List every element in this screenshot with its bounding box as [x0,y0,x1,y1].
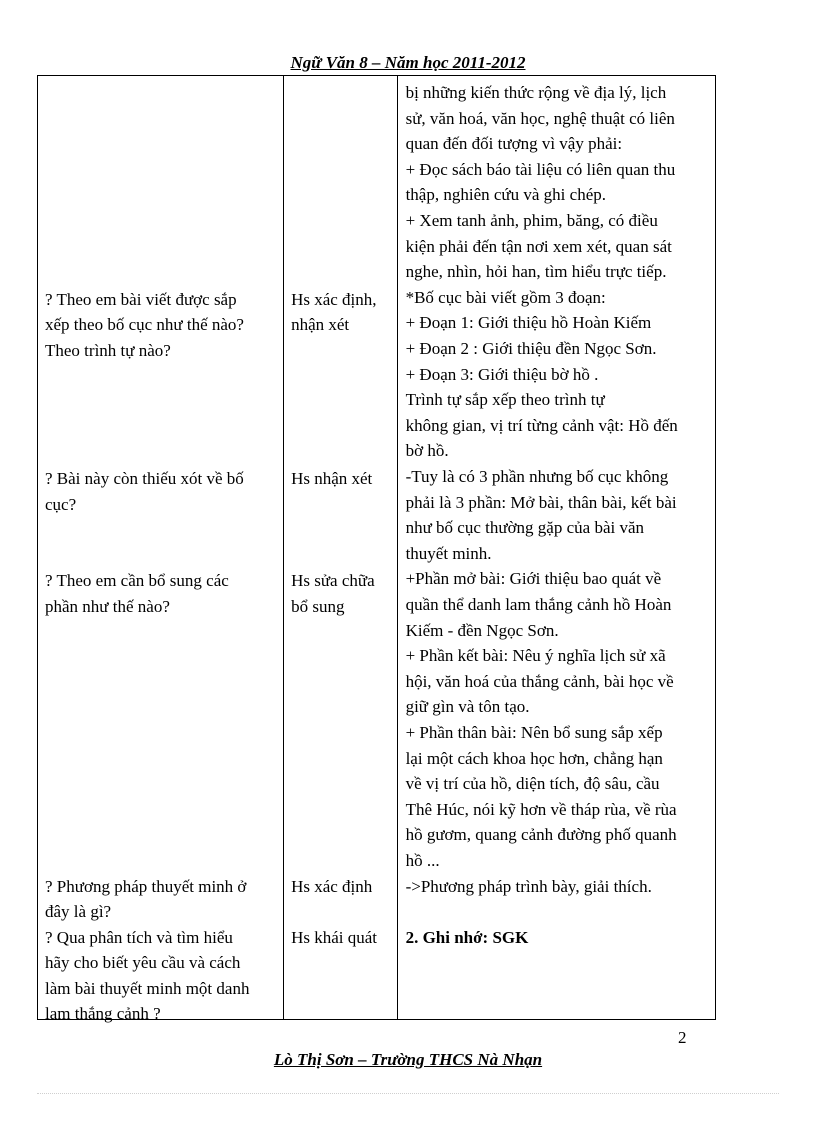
content-line: thập, nghiên cứu và ghi chép. [405,185,606,204]
content-line: nghe, nhìn, hỏi han, tìm hiểu trực tiếp. [405,262,667,281]
activity-1-line-2: nhận xét [291,315,350,334]
content-line: hội, văn hoá của thắng cảnh, bài học về [405,672,674,691]
content-line: + Đoạn 1: Giới thiệu hồ Hoàn Kiếm [405,313,652,332]
question-5-line-4: lam thắng cảnh ? [45,1004,161,1023]
bottom-divider [37,1093,779,1094]
content-line: không gian, vị trí từng cảnh vật: Hồ đến [405,416,678,435]
content-line: Trình tự sắp xếp theo trình tự [405,390,605,409]
question-1-line-1: ? Theo em bài viết được sắp [45,290,237,309]
page-number: 2 [678,1028,687,1047]
content-line: lại một cách khoa học hơn, chẳng hạn [405,749,663,768]
student-activities-column [284,76,398,1020]
content-line: + Phần kết bài: Nêu ý nghĩa lịch sử xã [405,646,666,665]
question-4-line-2: đây là gì? [45,902,112,921]
content-line: phải là 3 phần: Mở bài, thân bài, kết bài [405,493,677,512]
content-line: + Đoạn 2 : Giới thiệu đền Ngọc Sơn. [405,339,657,358]
activity-4-line-1: Hs xác định [291,877,373,896]
content-line: quần thể danh lam thắng cảnh hồ Hoàn [405,595,672,614]
question-1-line-3: Theo trình tự nào? [45,341,171,360]
content-line: -Tuy là có 3 phần nhưng bố cục không [405,467,669,486]
teacher-questions-column [38,76,284,1023]
content-line: Kiếm - đền Ngọc Sơn. [405,621,559,640]
content-line: kiện phải đến tận nơi xem xét, quan sát [405,237,672,256]
content-line: sử, văn hoá, văn học, nghệ thuật có liên [405,109,675,128]
table-row [38,76,716,1020]
question-1-line-2: xếp theo bố cục như thế nào? [45,315,244,334]
activity-2-line-1: Hs nhận xét [291,469,373,488]
content-line: Thê Húc, nói kỹ hơn về tháp rùa, về rùa [405,800,677,819]
question-3-line-1: ? Theo em cần bổ sung các [45,571,229,590]
content-line: thuyết minh. [405,544,492,563]
activity-3-line-2: bổ sung [291,597,345,616]
lesson-table [37,75,716,1023]
page-header: Ngữ Văn 8 – Năm học 2011-2012 [290,53,526,72]
activity-3-line-1: Hs sửa chữa [291,571,375,590]
question-5-line-1: ? Qua phân tích và tìm hiểu [45,928,233,947]
content-line: giữ gìn và tôn tạo. [405,697,530,716]
content-line: hồ ... [405,851,440,870]
content-line: ->Phương pháp trình bày, giải thích. [405,877,652,896]
activity-5-line-1: Hs khái quát [291,928,378,947]
content-line: + Phần thân bài: Nên bổ sung sắp xếp [405,723,663,742]
content-line: hồ gươm, quang cảnh đường phố quanh [405,825,677,844]
content-line: như bố cục thường gặp của bài văn [405,518,645,537]
page-footer: Lò Thị Sơn – Trường THCS Nà Nhạn [273,1050,543,1069]
content-line: bờ hồ. [405,441,449,460]
content-line: *Bố cục bài viết gồm 3 đoạn: [405,288,606,307]
question-4-line-1: ? Phương pháp thuyết minh ở [45,877,247,896]
question-5-line-3: làm bài thuyết minh một danh [45,979,250,998]
question-2-line-1: ? Bài này còn thiếu xót về bố [45,469,244,488]
content-line: + Đọc sách báo tài liệu có liên quan thu [405,160,676,179]
content-line: bị những kiến thức rộng về địa lý, lịch [405,83,667,102]
content-line: + Xem tanh ảnh, phim, băng, có điều [405,211,658,230]
question-5-line-2: hãy cho biết yêu cầu và cách [45,953,241,972]
content-column [397,76,715,1020]
activity-1-line-1: Hs xác định, [291,290,377,309]
content-line: quan đến đối tượng vì vậy phải: [405,134,623,153]
question-3-line-2: phần như thế nào? [45,597,170,616]
content-line: + Đoạn 3: Giới thiệu bờ hồ . [405,365,599,384]
summary-heading: 2. Ghi nhớ: SGK [405,928,529,947]
content-line: về vị trí của hồ, diện tích, độ sâu, cầu [405,774,660,793]
content-line: +Phần mở bài: Giới thiệu bao quát về [405,569,662,588]
question-2-line-2: cục? [45,495,77,514]
